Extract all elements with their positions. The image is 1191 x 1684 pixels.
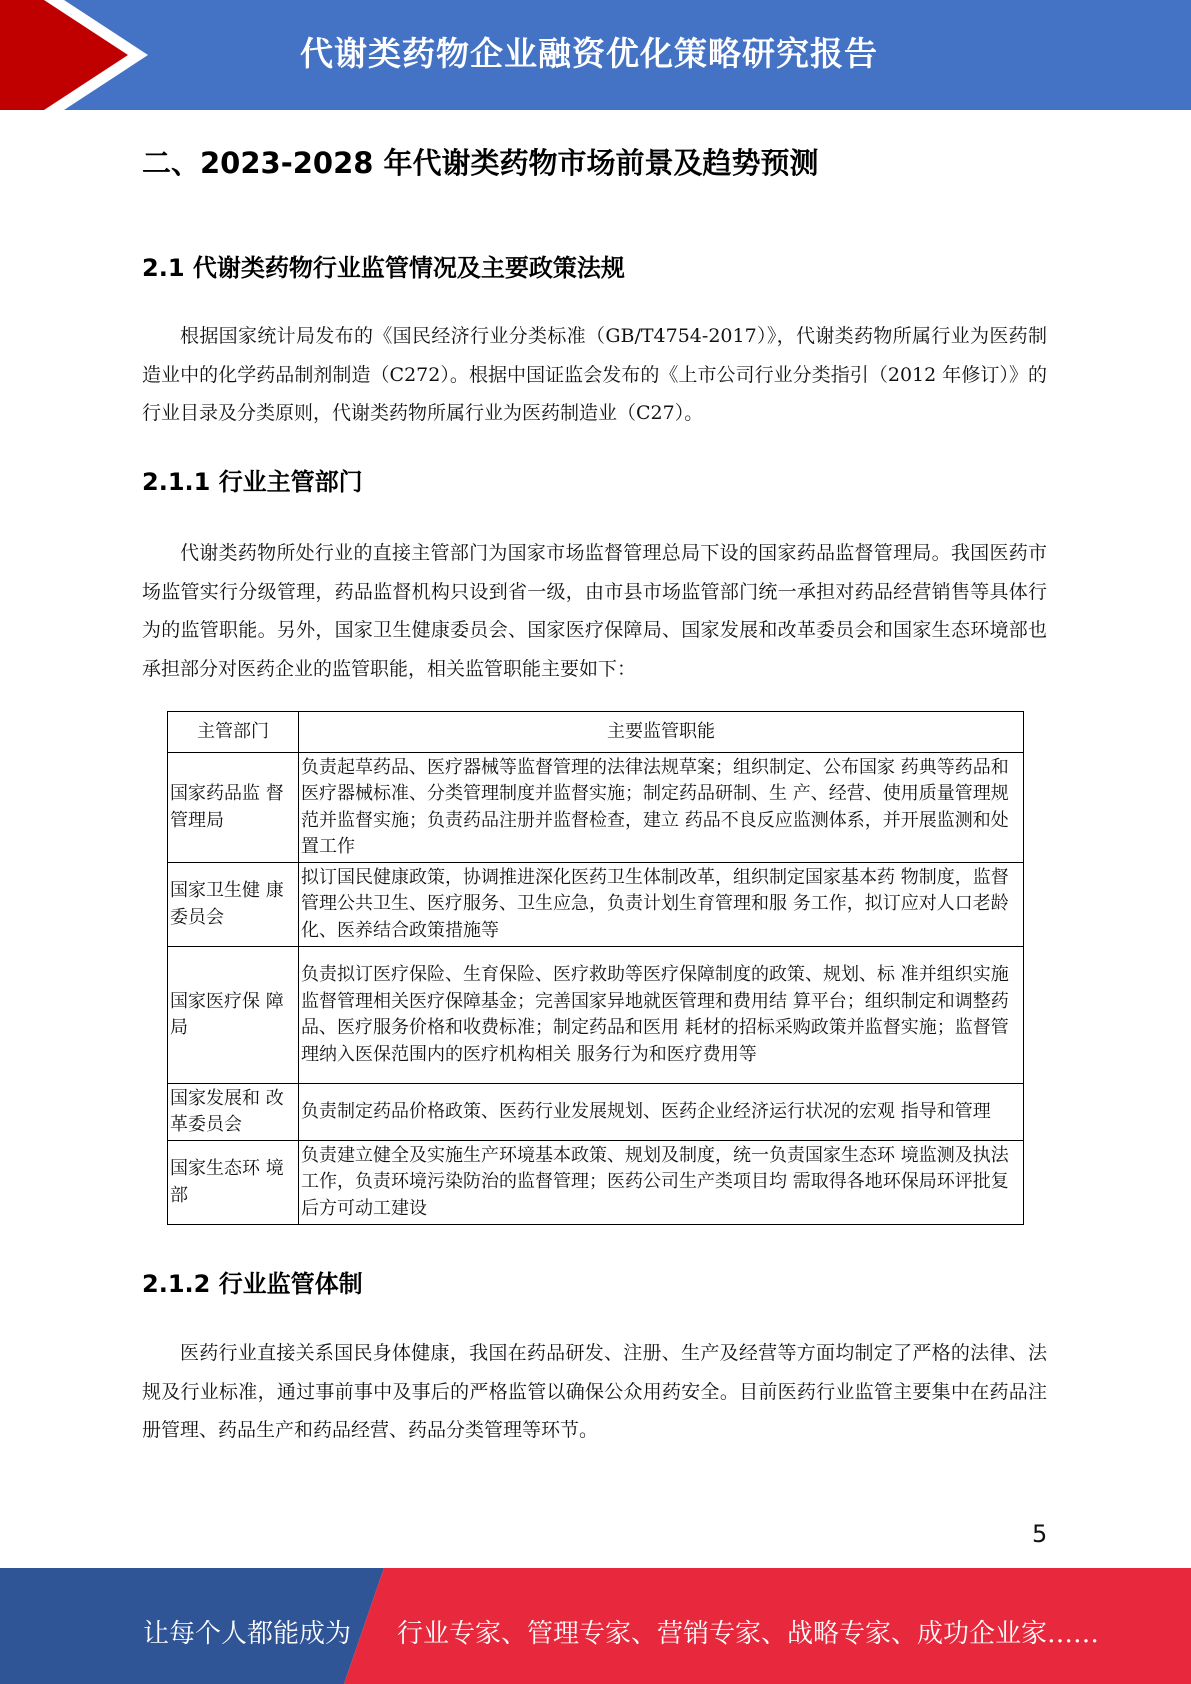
table-row xyxy=(168,947,1024,1084)
table-cell-duty: 负责拟订医疗保险、生育保险、医疗救助等医疗保障制度的政策、规划、标 准并组织实施监督管理相关医疗保障基金；完善国家异地就医管理和费用结 算平台；组织制定和调整药品、医疗服务价格和收费标准；制定药品和医用 耗材的招标采购政策并监督实施；监督管理纳入医保范围内的医疗机构相关 服务行为和医疗费用等 xyxy=(299,947,1024,1084)
footer-slogan-right: 行业专家、管理专家、营销专家、战略专家、成功企业家…… xyxy=(397,1619,1100,1649)
subsection-2-1-1-paragraph: 代谢类药物所处行业的直接主管部门为国家市场监督管理总局下设的国家药品监督管理局。我国医药市场监管实行分级管理，药品监督机构只设到省一级，由市县市场监管部门统一承担对药品经营销售等具体行为的监管职能。另外，国家卫生健康委员会、国家医疗保障局、国家发展和改革委员会和国家生态环境部也承担部分对医药企业的监管职能，相关监管职能主要如下： xyxy=(142,542,1047,680)
table-cell-duty: 负责起草药品、医疗器械等监督管理的法律法规草案；组织制定、公布国家 药典等药品和医疗器械标准、分类管理制度并监督实施；制定药品研制、生 产、经营、使用质量管理规范并监督实施；负责药品注册并监督检查，建立 药品不良反应监测体系，并开展监测和处置工作 xyxy=(299,753,1024,863)
table-row xyxy=(168,863,1024,947)
table-cell-duty: 负责制定药品价格政策、医药行业发展规划、医药企业经济运行状况的宏观 指导和管理 xyxy=(299,1084,1024,1141)
table-cell-dept: 国家发展和 改革委员会 xyxy=(168,1084,299,1141)
table-cell-dept: 国家药品监 督管理局 xyxy=(168,753,299,863)
table-cell-dept: 国家医疗保 障局 xyxy=(168,947,299,1084)
header-banner xyxy=(0,0,1191,110)
table-cell-duty: 拟订国民健康政策，协调推进深化医药卫生体制改革，组织制定国家基本药 物制度，监督管理公共卫生、医疗服务、卫生应急，负责计划生育管理和服 务工作，拟订应对人口老龄化、医养结合政策措施等 xyxy=(299,863,1024,947)
section-title: 二、2023-2028 年代谢类药物市场前景及趋势预测 xyxy=(142,146,819,180)
table-header-dept: 主管部门 xyxy=(168,712,299,753)
subsection-2-1-paragraph: 根据国家统计局发布的《国民经济行业分类标准（GB/T4754-2017）》，代谢类药物所属行业为医药制造业中的化学药品制剂制造（C272）。根据中国证监会发布的《上市公司行业分类指引（2012 年修订）》的行业目录及分类原则，代谢类药物所属行业为医药制造业（C27）。 xyxy=(142,325,1047,424)
footer-banner xyxy=(0,1568,1191,1684)
page-number: 5 xyxy=(1032,1520,1048,1548)
subsection-2-1-2-title: 2.1.2 行业监管体制 xyxy=(142,1270,363,1298)
table-cell-dept: 国家生态环 境部 xyxy=(168,1141,299,1225)
table-cell-dept: 国家卫生健 康委员会 xyxy=(168,863,299,947)
subsection-2-1-2-paragraph: 医药行业直接关系国民身体健康，我国在药品研发、注册、生产及经营等方面均制定了严格的法律、法规及行业标准，通过事前事中及事后的严格监管以确保公众用药安全。目前医药行业监管主要集中在药品注册管理、药品生产和药品经营、药品分类管理等环节。 xyxy=(142,1342,1047,1441)
table-row xyxy=(168,1141,1024,1225)
table-cell-duty: 负责建立健全及实施生产环境基本政策、规划及制度，统一负责国家生态环 境监测及执法工作，负责环境污染防治的监督管理；医药公司生产类项目均 需取得各地环保局环评批复后方可动工建设 xyxy=(299,1141,1024,1225)
table-header-row xyxy=(168,712,1024,753)
subsection-2-1-title: 2.1 代谢类药物行业监管情况及主要政策法规 xyxy=(142,254,625,282)
footer-slogan-left: 让每个人都能成为 xyxy=(143,1619,352,1649)
subsection-2-1-1-title: 2.1.1 行业主管部门 xyxy=(142,468,363,496)
regulators-table xyxy=(167,711,1024,1225)
table-row xyxy=(168,1084,1024,1141)
report-title: 代谢类药物企业融资优化策略研究报告 xyxy=(300,34,878,73)
table-row xyxy=(168,753,1024,863)
table-header-duty: 主要监管职能 xyxy=(299,712,1024,753)
